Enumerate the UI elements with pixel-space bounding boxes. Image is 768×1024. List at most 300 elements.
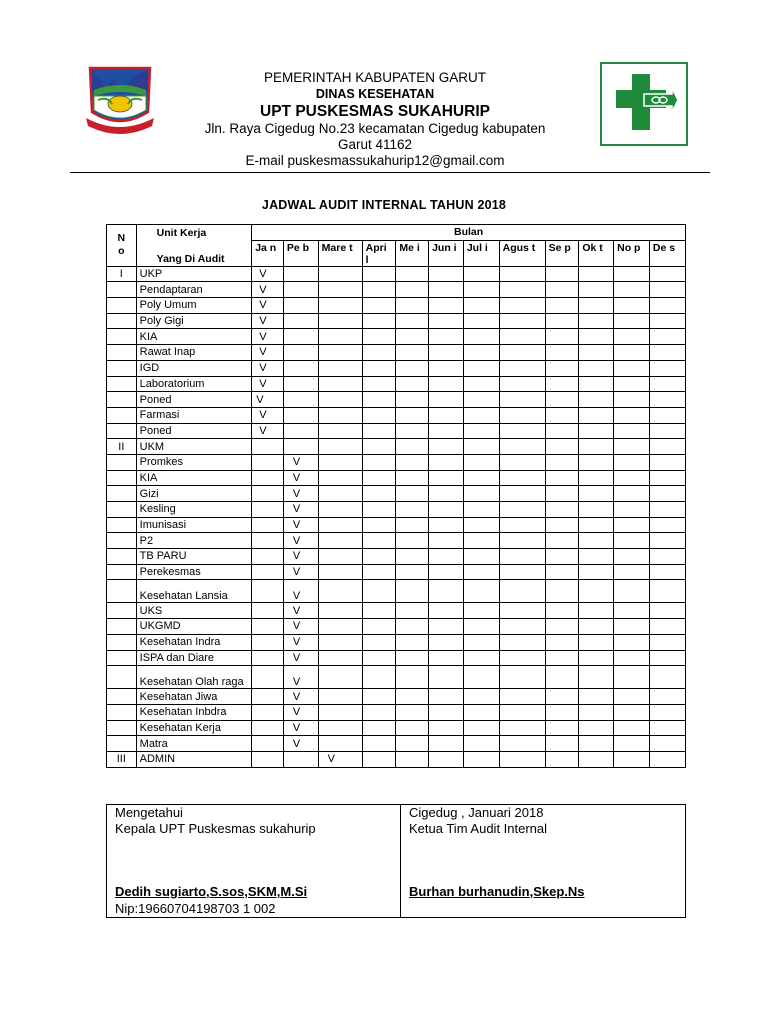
empty-cell xyxy=(318,486,362,502)
empty-cell xyxy=(396,549,429,565)
empty-cell xyxy=(429,376,464,392)
empty-cell xyxy=(396,704,429,720)
audit-mark: V xyxy=(252,360,284,376)
empty-cell xyxy=(318,329,362,345)
empty-cell xyxy=(318,666,362,689)
empty-cell xyxy=(499,650,545,666)
row-unit: UKM xyxy=(136,439,252,455)
table-row xyxy=(107,502,686,518)
empty-cell xyxy=(614,360,650,376)
header-month: Agus t xyxy=(499,240,545,266)
empty-cell xyxy=(318,313,362,329)
empty-cell xyxy=(396,517,429,533)
audit-mark: V xyxy=(283,486,318,502)
empty-cell xyxy=(499,517,545,533)
table-body xyxy=(107,266,686,767)
empty-cell xyxy=(463,282,499,298)
empty-cell xyxy=(283,345,318,361)
audit-mark: V xyxy=(283,736,318,752)
empty-cell xyxy=(614,345,650,361)
empty-cell xyxy=(614,666,650,689)
empty-cell xyxy=(614,470,650,486)
row-unit: ADMIN xyxy=(136,751,252,767)
row-number xyxy=(107,704,137,720)
empty-cell xyxy=(396,470,429,486)
empty-cell xyxy=(252,580,284,603)
row-number xyxy=(107,376,137,392)
empty-cell xyxy=(283,266,318,282)
table-row xyxy=(107,634,686,650)
letterhead-institution: UPT PUSKESMAS SUKAHURIP xyxy=(260,103,490,120)
audit-mark: V xyxy=(283,650,318,666)
empty-cell xyxy=(579,298,614,314)
empty-cell xyxy=(649,533,685,549)
empty-cell xyxy=(649,603,685,619)
table-row xyxy=(107,619,686,635)
row-number xyxy=(107,360,137,376)
empty-cell xyxy=(649,704,685,720)
empty-cell xyxy=(429,439,464,455)
empty-cell xyxy=(463,619,499,635)
empty-cell xyxy=(463,666,499,689)
empty-cell xyxy=(545,423,579,439)
empty-cell xyxy=(614,439,650,455)
empty-cell xyxy=(252,549,284,565)
empty-cell xyxy=(283,423,318,439)
empty-cell xyxy=(252,470,284,486)
table-row xyxy=(107,549,686,565)
empty-cell xyxy=(362,533,396,549)
row-number: I xyxy=(107,266,137,282)
empty-cell xyxy=(614,564,650,580)
table-row xyxy=(107,329,686,345)
empty-cell xyxy=(318,298,362,314)
empty-cell xyxy=(252,603,284,619)
table-row xyxy=(107,650,686,666)
empty-cell xyxy=(463,502,499,518)
empty-cell xyxy=(252,619,284,635)
header-month: Pe b xyxy=(283,240,318,266)
empty-cell xyxy=(396,486,429,502)
empty-cell xyxy=(579,564,614,580)
empty-cell xyxy=(579,329,614,345)
header-month: Jun i xyxy=(429,240,464,266)
empty-cell xyxy=(318,439,362,455)
empty-cell xyxy=(579,345,614,361)
audit-mark: V xyxy=(252,313,284,329)
row-number xyxy=(107,392,137,408)
empty-cell xyxy=(463,392,499,408)
empty-cell xyxy=(649,517,685,533)
row-unit: Kesehatan Olah raga xyxy=(136,666,252,689)
team-lead-name: Burhan burhanudin,Skep.Ns xyxy=(409,884,585,899)
empty-cell xyxy=(318,720,362,736)
empty-cell xyxy=(283,298,318,314)
empty-cell xyxy=(545,298,579,314)
audit-mark: V xyxy=(252,376,284,392)
letterhead xyxy=(170,70,580,169)
empty-cell xyxy=(463,704,499,720)
empty-cell xyxy=(614,423,650,439)
empty-cell xyxy=(579,580,614,603)
row-unit: Rawat Inap xyxy=(136,345,252,361)
audit-mark: V xyxy=(283,603,318,619)
row-number xyxy=(107,634,137,650)
empty-cell xyxy=(545,454,579,470)
row-number xyxy=(107,689,137,705)
header-month: Ok t xyxy=(579,240,614,266)
empty-cell xyxy=(463,603,499,619)
row-unit: KIA xyxy=(136,470,252,486)
empty-cell xyxy=(499,549,545,565)
empty-cell xyxy=(283,392,318,408)
empty-cell xyxy=(396,564,429,580)
head-nip: Nip:19660704198703 1 002 xyxy=(115,901,276,916)
row-unit: KIA xyxy=(136,329,252,345)
empty-cell xyxy=(545,486,579,502)
empty-cell xyxy=(396,313,429,329)
empty-cell xyxy=(649,392,685,408)
empty-cell xyxy=(252,439,284,455)
row-number xyxy=(107,313,137,329)
empty-cell xyxy=(318,360,362,376)
empty-cell xyxy=(463,736,499,752)
empty-cell xyxy=(545,376,579,392)
empty-cell xyxy=(545,751,579,767)
empty-cell xyxy=(649,751,685,767)
empty-cell xyxy=(499,603,545,619)
empty-cell xyxy=(396,634,429,650)
empty-cell xyxy=(318,549,362,565)
empty-cell xyxy=(579,666,614,689)
empty-cell xyxy=(649,298,685,314)
empty-cell xyxy=(545,266,579,282)
empty-cell xyxy=(649,360,685,376)
empty-cell xyxy=(545,580,579,603)
empty-cell xyxy=(396,282,429,298)
row-number xyxy=(107,580,137,603)
row-number xyxy=(107,423,137,439)
audit-mark: V xyxy=(283,454,318,470)
table-header-row-2 xyxy=(107,240,686,266)
empty-cell xyxy=(362,502,396,518)
audit-mark: V xyxy=(283,517,318,533)
empty-cell xyxy=(362,329,396,345)
row-unit: Kesehatan Indra xyxy=(136,634,252,650)
audit-mark: V xyxy=(252,407,284,423)
empty-cell xyxy=(499,470,545,486)
empty-cell xyxy=(579,439,614,455)
empty-cell xyxy=(396,392,429,408)
row-number xyxy=(107,407,137,423)
empty-cell xyxy=(463,751,499,767)
empty-cell xyxy=(318,704,362,720)
empty-cell xyxy=(429,313,464,329)
empty-cell xyxy=(499,502,545,518)
empty-cell xyxy=(579,751,614,767)
empty-cell xyxy=(499,298,545,314)
empty-cell xyxy=(429,407,464,423)
empty-cell xyxy=(429,517,464,533)
empty-cell xyxy=(362,439,396,455)
empty-cell xyxy=(252,454,284,470)
empty-cell xyxy=(396,619,429,635)
table-row xyxy=(107,533,686,549)
empty-cell xyxy=(318,407,362,423)
empty-cell xyxy=(429,634,464,650)
empty-cell xyxy=(545,666,579,689)
empty-cell xyxy=(649,266,685,282)
empty-cell xyxy=(649,736,685,752)
header-unit-kerja: Unit Kerja xyxy=(136,225,252,241)
audit-mark: V xyxy=(283,720,318,736)
empty-cell xyxy=(579,517,614,533)
empty-cell xyxy=(579,533,614,549)
empty-cell xyxy=(318,619,362,635)
empty-cell xyxy=(463,549,499,565)
audit-mark: V xyxy=(283,634,318,650)
row-unit: Farmasi xyxy=(136,407,252,423)
table-row xyxy=(107,423,686,439)
row-unit: Kesehatan Jiwa xyxy=(136,689,252,705)
empty-cell xyxy=(649,407,685,423)
row-unit: P2 xyxy=(136,533,252,549)
table-row xyxy=(107,603,686,619)
empty-cell xyxy=(463,407,499,423)
empty-cell xyxy=(318,517,362,533)
audit-mark: V xyxy=(283,580,318,603)
empty-cell xyxy=(579,266,614,282)
empty-cell xyxy=(614,580,650,603)
header-month: No p xyxy=(614,240,650,266)
empty-cell xyxy=(429,360,464,376)
row-number xyxy=(107,282,137,298)
empty-cell xyxy=(252,720,284,736)
empty-cell xyxy=(429,751,464,767)
header-month: Jul i xyxy=(463,240,499,266)
empty-cell xyxy=(499,704,545,720)
empty-cell xyxy=(252,704,284,720)
empty-cell xyxy=(649,454,685,470)
empty-cell xyxy=(283,751,318,767)
empty-cell xyxy=(579,603,614,619)
empty-cell xyxy=(429,423,464,439)
empty-cell xyxy=(649,619,685,635)
signature-left xyxy=(107,805,401,917)
empty-cell xyxy=(614,298,650,314)
empty-cell xyxy=(649,470,685,486)
row-number xyxy=(107,298,137,314)
empty-cell xyxy=(499,533,545,549)
empty-cell xyxy=(649,564,685,580)
empty-cell xyxy=(283,376,318,392)
table-row xyxy=(107,704,686,720)
row-unit: Kesehatan Inbdra xyxy=(136,704,252,720)
empty-cell xyxy=(579,736,614,752)
empty-cell xyxy=(396,454,429,470)
empty-cell xyxy=(649,502,685,518)
empty-cell xyxy=(463,720,499,736)
empty-cell xyxy=(362,486,396,502)
empty-cell xyxy=(362,407,396,423)
empty-cell xyxy=(318,650,362,666)
row-unit: UKS xyxy=(136,603,252,619)
header-month: Apri l xyxy=(362,240,396,266)
table-row xyxy=(107,266,686,282)
empty-cell xyxy=(362,720,396,736)
empty-cell xyxy=(429,329,464,345)
row-unit: Kesling xyxy=(136,502,252,518)
empty-cell xyxy=(499,580,545,603)
empty-cell xyxy=(545,603,579,619)
empty-cell xyxy=(318,502,362,518)
empty-cell xyxy=(649,549,685,565)
empty-cell xyxy=(579,454,614,470)
signature-right xyxy=(401,805,685,917)
empty-cell xyxy=(649,634,685,650)
empty-cell xyxy=(579,549,614,565)
row-number xyxy=(107,486,137,502)
row-number xyxy=(107,329,137,345)
empty-cell xyxy=(545,533,579,549)
empty-cell xyxy=(318,564,362,580)
empty-cell xyxy=(579,689,614,705)
empty-cell xyxy=(499,266,545,282)
row-unit: Promkes xyxy=(136,454,252,470)
empty-cell xyxy=(614,376,650,392)
table-row xyxy=(107,470,686,486)
empty-cell xyxy=(396,298,429,314)
empty-cell xyxy=(614,502,650,518)
empty-cell xyxy=(429,736,464,752)
row-unit: Matra xyxy=(136,736,252,752)
empty-cell xyxy=(283,313,318,329)
empty-cell xyxy=(545,439,579,455)
row-unit: Kesehatan Lansia xyxy=(136,580,252,603)
document-title: JADWAL AUDIT INTERNAL TAHUN 2018 xyxy=(261,198,507,212)
table-row xyxy=(107,298,686,314)
empty-cell xyxy=(396,439,429,455)
row-number xyxy=(107,603,137,619)
audit-schedule-table xyxy=(106,224,686,768)
empty-cell xyxy=(614,634,650,650)
empty-cell xyxy=(429,549,464,565)
row-unit: Perekesmas xyxy=(136,564,252,580)
empty-cell xyxy=(396,502,429,518)
empty-cell xyxy=(318,345,362,361)
empty-cell xyxy=(499,345,545,361)
empty-cell xyxy=(545,650,579,666)
empty-cell xyxy=(252,517,284,533)
empty-cell xyxy=(362,751,396,767)
empty-cell xyxy=(463,689,499,705)
table-row xyxy=(107,736,686,752)
empty-cell xyxy=(283,329,318,345)
empty-cell xyxy=(429,666,464,689)
table-row xyxy=(107,345,686,361)
empty-cell xyxy=(463,564,499,580)
empty-cell xyxy=(614,619,650,635)
place-date: Cigedug , Januari 2018 xyxy=(409,805,544,820)
empty-cell xyxy=(252,751,284,767)
empty-cell xyxy=(429,603,464,619)
empty-cell xyxy=(429,580,464,603)
audit-mark: V xyxy=(252,392,284,408)
empty-cell xyxy=(614,751,650,767)
empty-cell xyxy=(463,470,499,486)
empty-cell xyxy=(283,282,318,298)
audit-mark: V xyxy=(252,329,284,345)
empty-cell xyxy=(463,423,499,439)
empty-cell xyxy=(429,689,464,705)
empty-cell xyxy=(318,266,362,282)
audit-mark: V xyxy=(252,282,284,298)
empty-cell xyxy=(499,329,545,345)
empty-cell xyxy=(252,666,284,689)
empty-cell xyxy=(499,564,545,580)
empty-cell xyxy=(396,580,429,603)
empty-cell xyxy=(614,704,650,720)
audit-mark: V xyxy=(283,666,318,689)
empty-cell xyxy=(463,345,499,361)
letterhead-government: PEMERINTAH KABUPATEN GARUT xyxy=(263,70,487,85)
empty-cell xyxy=(614,517,650,533)
row-number xyxy=(107,470,137,486)
empty-cell xyxy=(362,345,396,361)
empty-cell xyxy=(429,470,464,486)
empty-cell xyxy=(429,533,464,549)
empty-cell xyxy=(649,282,685,298)
row-number xyxy=(107,517,137,533)
empty-cell xyxy=(579,407,614,423)
empty-cell xyxy=(463,517,499,533)
row-unit: Poned xyxy=(136,423,252,439)
table-row xyxy=(107,720,686,736)
empty-cell xyxy=(614,313,650,329)
empty-cell xyxy=(499,454,545,470)
empty-cell xyxy=(614,650,650,666)
empty-cell xyxy=(614,407,650,423)
empty-cell xyxy=(579,486,614,502)
audit-mark: V xyxy=(252,423,284,439)
empty-cell xyxy=(318,282,362,298)
empty-cell xyxy=(362,266,396,282)
empty-cell xyxy=(463,650,499,666)
empty-cell xyxy=(545,736,579,752)
row-unit: TB PARU xyxy=(136,549,252,565)
empty-cell xyxy=(649,666,685,689)
empty-cell xyxy=(614,329,650,345)
empty-cell xyxy=(362,423,396,439)
empty-cell xyxy=(545,502,579,518)
empty-cell xyxy=(499,439,545,455)
empty-cell xyxy=(396,423,429,439)
empty-cell xyxy=(318,454,362,470)
empty-cell xyxy=(396,376,429,392)
empty-cell xyxy=(429,298,464,314)
table-row xyxy=(107,580,686,603)
row-number: III xyxy=(107,751,137,767)
row-number xyxy=(107,736,137,752)
empty-cell xyxy=(579,282,614,298)
empty-cell xyxy=(362,704,396,720)
row-unit: Gizi xyxy=(136,486,252,502)
header-no: N o xyxy=(107,225,137,267)
row-number xyxy=(107,564,137,580)
table-row xyxy=(107,313,686,329)
empty-cell xyxy=(545,619,579,635)
empty-cell xyxy=(318,603,362,619)
